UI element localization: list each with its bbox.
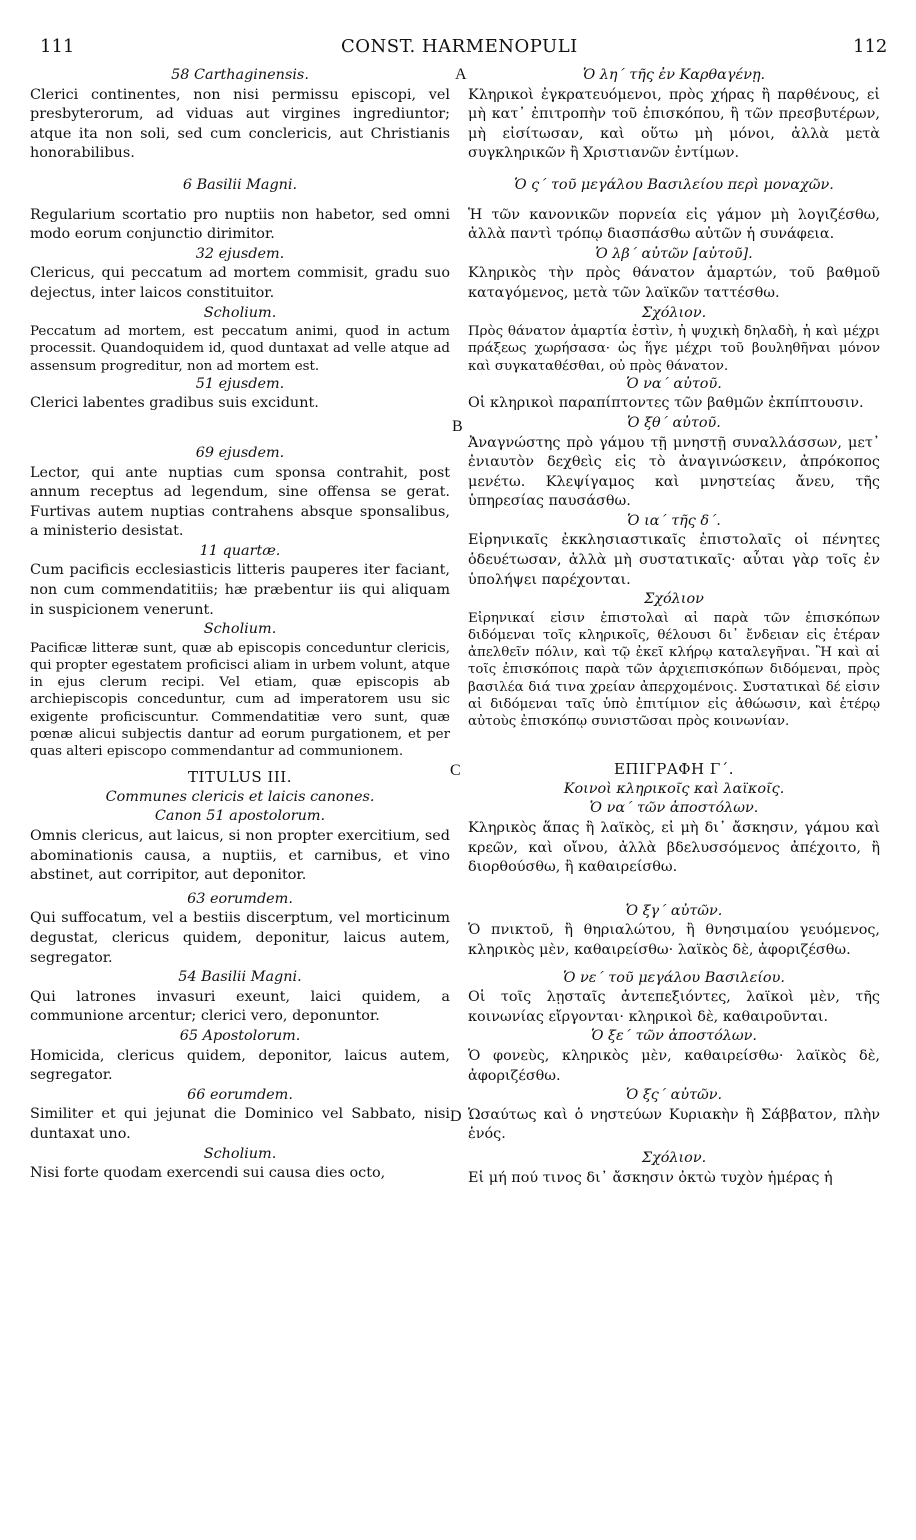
- canon-text: Clericus, qui peccatum ad mortem commisit, gradu suo dejectus, inter laicos constituitor.: [30, 265, 450, 301]
- canon-text: Ὁ πνικτοῦ, ἢ θηριαλώτου, ἢ θνησιμαίου γευόμενος, κληρικὸς μὲν, καθαιρείσθω· λαϊκὸς δὲ, ἀφοριζέσθω.: [468, 922, 880, 959]
- title-heading: ΕΠΙΓΡΑΦΗ Γ΄.: [613, 760, 735, 779]
- canon-heading: Ὁ ξγ΄ αὐτῶν.: [625, 902, 723, 919]
- canon-heading: Ὁ λη΄ τῆς ἐν Καρθαγένῃ.: [582, 67, 766, 83]
- scholium-text: Πρὸς θάνατον ἁμαρτία ἐστὶν, ἡ ψυχικὴ δηλαδὴ, ἡ καὶ μέχρι πράξεως χωρήσασα· ὡς ἥγε μέχρι τοῦ βουληθῆναι μόνον καὶ συγκαταθέσθαι, οὐ πρὸς θάνατον.: [468, 324, 880, 374]
- canon-text: Οἱ τοῖς λῃσταῖς ἀντεπεξιόντες, λαϊκοὶ μὲν, τῆς κοινωνίας εἴργονται· κληρικοὶ δὲ, καθαιροῦνται.: [468, 989, 880, 1025]
- canon-text: Clerici labentes gradibus suis excidunt.: [30, 395, 319, 412]
- canon-text: Εἰρηνικαῖς ἐκκλησιαστικαῖς ἐπιστολαῖς οἱ πένητες ὁδευέτωσαν, ἀλλὰ μὴ συστατικαῖς· αὗται γὰρ τοῖς ἐν ὑπολήψει παρέχονται.: [468, 532, 880, 588]
- canon-text: Ἡ τῶν κανονικῶν πορνεία εἰς γάμον μὴ λογιζέσθω, ἀλλὰ παντὶ τρόπῳ διασπάσθω αὐτῶν ἡ συνάφεια.: [468, 206, 880, 243]
- scholium-text: Peccatum ad mortem, est peccatum animi, quod in actum processit. Quandoquidem id, quod duntaxat ad velle atque ad assensum progreditur, non ad mortem est.: [30, 324, 450, 374]
- canon-text: Clerici continentes, non nisi permissu episcopi, vel presbyterorum, ad viduas aut virgines ingrediuntor; atque ita non soli, sed cum conclericis, aut Christianis honorabilibus.: [30, 86, 450, 162]
- canon-text: Nisi forte quodam exercendi sui causa dies octo,: [30, 1165, 386, 1182]
- canon-text: Lector, qui ante nuptias cum sponsa contrahit, post annum receptus ad legendum, sine offensa se gerat. Furtivas autem nuptias contrahens absque sponsalibus, a ministerio desistat.: [30, 464, 450, 540]
- canon-text: Regularium scortatio pro nuptiis non habetor, sed omni modo eorum conjunctio dirimitor.: [30, 206, 450, 243]
- canon-heading: 63 eorumdem.: [187, 890, 293, 907]
- canon-heading: Ὁ ς΄ τοῦ μεγάλου Βασιλείου περὶ μοναχῶν.: [514, 176, 834, 193]
- canon-heading: 11 quartæ.: [199, 542, 281, 559]
- canon-heading: 54 Basilii Magni.: [178, 969, 302, 986]
- canon-text: Κληρικοὶ ἐγκρατευόμενοι, πρὸς χήρας ἢ παρθένους, εἰ μὴ κατ᾽ ἐπιτροπὴν τοῦ ἐπισκόπου, ἢ τῶν πρεσβυτέρων, μὴ εἰσίτωσαν, καὶ οὕτω μὴ μόνοι, ἀλλὰ μετὰ συγκληρικῶν ἢ Χριστιανῶν ἐντίμων.: [468, 86, 880, 162]
- latin-column: [30, 66, 450, 1184]
- margin-letter-b: B: [452, 418, 463, 435]
- canon-text: Ἀναγνώστης πρὸ γάμου τῇ μνηστῇ συναλλάσσων, μετ᾽ ἐνιαυτὸν δεχθεὶς εἰς τὸ ἀναγινώσκειν, ἀπρόκοπος μενέτω. Κλεψίγαμος καὶ μνηστείας ἄνευ, τῆς ὑπηρεσίας παυσάσθω.: [468, 434, 880, 510]
- canon-text: Qui suffocatum, vel a bestiis discerptum, vel morticinum degustat, clericus quidem, deponitur, laicus autem, segregator.: [30, 910, 450, 966]
- canon-heading: Scholium.: [203, 1145, 277, 1162]
- canon-heading: Σχόλιον.: [641, 304, 707, 321]
- canon-heading: Canon 51 apostolorum.: [154, 808, 326, 825]
- canon-heading: Ὁ να΄ τῶν ἀποστόλων.: [589, 800, 759, 817]
- canon-heading: 66 eorumdem.: [187, 1086, 293, 1103]
- canon-text: Cum pacificis ecclesiasticis litteris pauperes iter faciant, non cum commendatitiis; hæ præbentur iis qui aliquam in suspicionem venerunt.: [30, 562, 450, 618]
- canon-heading: Ὁ να΄ αὐτοῦ.: [626, 375, 722, 392]
- canon-heading: 6 Basilii Magni.: [182, 176, 298, 193]
- canon-text: Homicida, clericus quidem, deponitor, laicus autem, segregator.: [30, 1047, 450, 1084]
- canon-heading: Κοινοὶ κληρικοῖς καὶ λαϊκοῖς.: [563, 780, 785, 797]
- page-number-right: 112: [853, 36, 888, 57]
- canon-heading: Ὁ ξς΄ αὐτῶν.: [625, 1087, 723, 1104]
- canon-heading: Ὁ ξε΄ τῶν ἀποστόλων.: [591, 1028, 757, 1045]
- canon-heading: 58 Carthaginensis.: [171, 67, 309, 83]
- canon-text: Qui latrones invasuri exeunt, laici quidem, a communione arcentur; clerici vero, deponuntor.: [30, 988, 450, 1025]
- canon-text: Κληρικὸς ἅπας ἢ λαϊκὸς, εἰ μὴ δι᾽ ἄσκησιν, γάμου καὶ κρεῶν, καὶ οἴνου, ἀλλὰ βδελυσσόμενος ἀπέχοιτο, ἢ διορθούσθω, ἢ καθαιρείσθω.: [468, 820, 880, 876]
- canon-text: Οἱ κληρικοὶ παραπίπτοντες τῶν βαθμῶν ἐκπίπτουσιν.: [468, 395, 864, 412]
- margin-letter-d: D: [450, 1108, 462, 1125]
- canon-heading: Scholium.: [203, 304, 277, 321]
- title-heading: TITULUS III.: [188, 768, 292, 787]
- margin-letter-a: A: [455, 66, 467, 83]
- canon-heading: 51 ejusdem.: [195, 375, 285, 392]
- canon-heading: 65 Apostolorum.: [179, 1028, 301, 1044]
- canon-heading: Ὁ λβ΄ αὐτῶν [αὐτοῦ].: [595, 245, 753, 262]
- canon-heading: Communes clericis et laicis canones.: [105, 788, 375, 805]
- canon-text: Similiter et qui jejunat die Dominico vel Sabbato, nisi duntaxat uno.: [30, 1106, 450, 1142]
- canon-heading: Ὁ ξθ΄ αὐτοῦ.: [627, 414, 721, 431]
- canon-text: Κληρικὸς τὴν πρὸς θάνατον ἁμαρτών, τοῦ βαθμοῦ καταγόμενος, μετὰ τῶν λαϊκῶν ταττέσθω.: [468, 265, 880, 301]
- canon-heading: Σχόλιον.: [641, 1149, 707, 1166]
- scholium-text: Pacificæ litteræ sunt, quæ ab episcopis conceduntur clericis, qui propter egestatem proficisci aliam in urbem volunt, atque in ejus clerum recipi. Vel etiam, quæ episcopis ab archiepiscopis conceduntur, cum ad imperatorem usu sic exigente proficiscuntur. Commendatitiæ vero sunt, quæ pœnæ alicui subjectis dantur ad eorum purgationem, et per quas alteri episcopo commendantur ad communionem.: [30, 640, 450, 760]
- canon-heading: Scholium.: [203, 621, 277, 638]
- canon-text: Εἰ μή πού τινος δι᾽ ἄσκησιν ὀκτὼ τυχὸν ἡμέρας ἡ: [468, 1169, 833, 1186]
- canon-heading: 32 ejusdem.: [195, 245, 285, 262]
- scholium-text: Εἰρηνικαί εἰσιν ἐπιστολαὶ αἱ παρὰ τῶν ἐπισκόπων διδόμεναι τοῖς κληρικοῖς, θέλουσι δι᾽ ἔνδειαν εἰς ἑτέραν ἀπελθεῖν πόλιν, καὶ τῷ ἐκεῖ κλήρῳ καταλεγῆναι. Ἢ καὶ αἱ τοῖς ἐπισκόποις παρὰ τῶν ἀρχιεπισκόπων διδόμεναι, πρὸς βασιλέα διά τινα χρείαν ἀπερχομένοις. Συστατικαὶ δέ εἰσιν αἱ διδόμεναι ταῖς ὑπὸ ἐπιτίμιον εἰς ἀθώωσιν, καὶ ἑτέρῳ αὐτοὺς ἐπισκόπῳ συνιστῶσαι πρὸς κοινωνίαν.: [468, 610, 880, 730]
- canon-heading: Σχόλιον: [644, 591, 704, 608]
- canon-heading: Ὁ ια΄ τῆς δ΄.: [627, 512, 721, 529]
- running-title: CONST. HARMENOPULI: [341, 36, 578, 57]
- greek-column: [468, 66, 880, 1188]
- canon-heading: 69 ejusdem.: [195, 444, 285, 461]
- margin-letter-c: C: [450, 762, 461, 779]
- canon-text: Omnis clericus, aut laicus, si non propter exercitium, sed abominationis causa, a nuptiis, et carnibus, et vino abstinet, aut corripitor, aut deponitor.: [30, 828, 450, 884]
- canon-heading: Ὁ νε΄ τοῦ μεγάλου Βασιλείου.: [563, 969, 785, 986]
- canon-text: Ὡσαύτως καὶ ὁ νηστεύων Κυριακὴν ἢ Σάββατον, πλὴν ἑνός.: [468, 1106, 880, 1143]
- canon-text: Ὁ φονεὺς, κληρικὸς μὲν, καθαιρείσθω· λαϊκὸς δὲ, ἀφοριζέσθω.: [468, 1048, 880, 1084]
- page-number-left: 111: [40, 36, 75, 57]
